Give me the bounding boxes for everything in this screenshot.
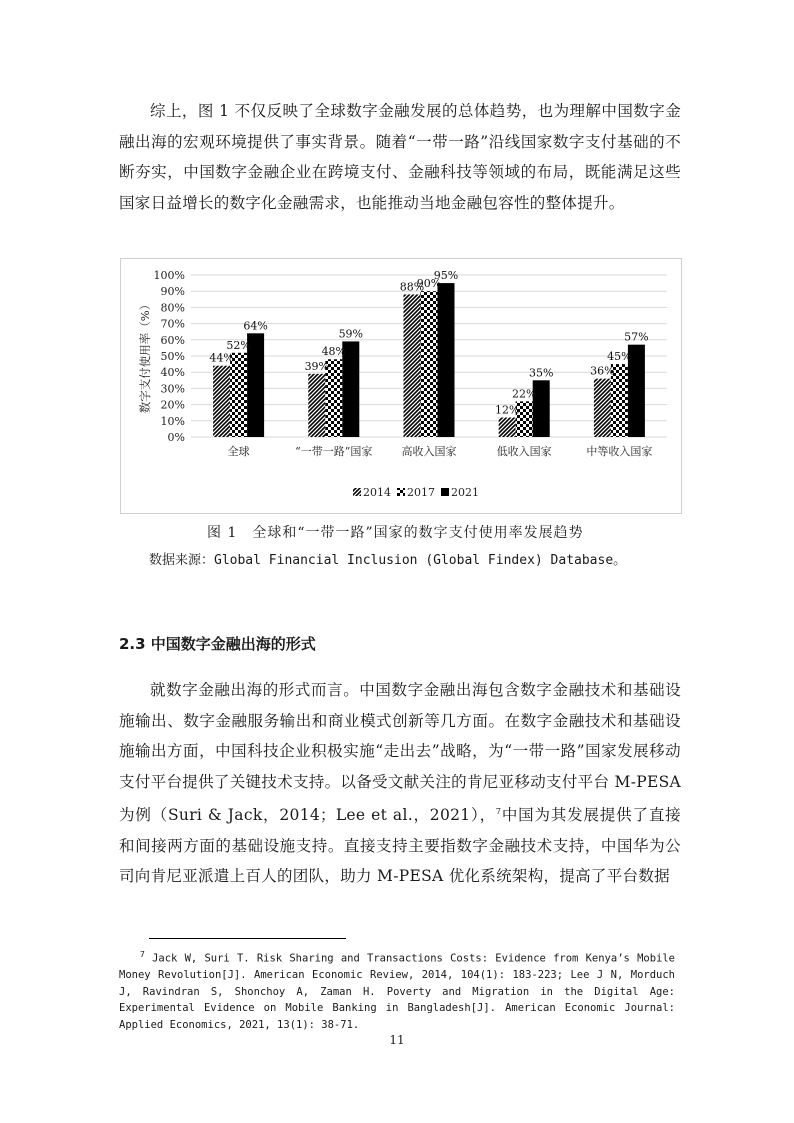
bar-2014 — [404, 294, 421, 437]
footnote-reference[interactable]: 7 — [495, 807, 502, 816]
footnote-divider — [149, 938, 346, 939]
category-label: 全球 — [227, 445, 250, 458]
data-label: 39% — [304, 359, 330, 373]
data-label: 64% — [243, 319, 268, 333]
category-label: 高收入国家 — [401, 445, 457, 458]
legend-swatch-2017 — [397, 488, 405, 496]
legend-swatch-2021 — [441, 488, 449, 496]
bar-2014 — [213, 366, 230, 437]
bar-2017 — [230, 353, 247, 437]
y-tick-label: 0% — [167, 431, 185, 444]
bar-2014 — [308, 374, 325, 437]
intro-paragraph: 综上，图 1 不仅反映了全球数字金融发展的总体趋势，也为理解中国数字金融出海的宏观环境提供了事实背景。随着“一带一路”沿线国家数字支付基础的不断夯实，中国数字金融企业在跨境支付、金融科技等领域的布局，既能满足这些国家日益增长的数字化金融需求，也能推动当地金融包容性的整体提升。 — [119, 102, 681, 212]
category-label: “一带一路”国家 — [295, 445, 373, 458]
data-label: 44% — [209, 351, 234, 365]
y-tick-label: 90% — [160, 285, 185, 299]
y-tick-label: 50% — [160, 350, 185, 363]
y-tick-label: 60% — [160, 333, 185, 347]
bar-2021 — [438, 283, 455, 437]
y-tick-label: 40% — [160, 366, 185, 380]
y-tick-label: 70% — [160, 317, 185, 331]
footnote-marker: 7 — [140, 950, 145, 959]
y-tick-label: 30% — [160, 382, 185, 396]
chart-canvas — [121, 259, 681, 513]
y-tick-label: 20% — [160, 398, 185, 412]
data-label: 45% — [607, 350, 632, 364]
legend-swatch-2014 — [353, 488, 361, 496]
body-paragraph — [119, 675, 681, 892]
data-label: 22% — [511, 387, 537, 401]
y-axis-label: 数字支付使用率（%） — [138, 298, 152, 414]
bar-2014 — [499, 418, 516, 437]
data-source-note: 数据来源：Global Financial Inclusion (Global Findex) Database。 — [149, 553, 627, 568]
y-tick-label: 10% — [160, 414, 185, 428]
category-label: 中等收入国家 — [586, 445, 653, 458]
page-number: 11 — [389, 1033, 405, 1047]
data-label: 48% — [321, 345, 347, 359]
legend-entry: 2014 — [363, 486, 391, 499]
data-label: 59% — [338, 327, 364, 341]
bar-2017 — [421, 291, 438, 437]
data-label: 90% — [416, 277, 442, 291]
data-label: 95% — [433, 269, 459, 283]
category-label: 低收入国家 — [496, 445, 552, 458]
bar-2014 — [594, 379, 611, 437]
figure-caption: 图 1 全球和“一带一路”国家的数字支付使用率发展趋势 — [207, 525, 584, 541]
data-label: 35% — [528, 366, 554, 380]
footnote — [119, 947, 675, 1033]
y-tick-label: 80% — [160, 301, 185, 315]
data-label: 52% — [226, 338, 251, 352]
legend-entry: 2021 — [451, 486, 479, 499]
data-label: 36% — [590, 364, 615, 378]
data-label: 12% — [494, 403, 520, 417]
data-label: 88% — [399, 280, 425, 294]
footnote-text: Jack W, Suri T. Risk Sharing and Transactions Costs: Evidence from Kenya’s Mobile Money Revolution[J]. American Economic Review, 2014, 104(1): 183-223; Lee J N, Morduch J, Ravindran S, Shonchoy A, Zaman H. Poverty and Migration in the Digital Age: Experimental Evidence on Mobile Banking in Bangladesh[J]. American Economic Journal: Applied Economics, 2021, 13(1): 38-71. — [119, 952, 675, 1031]
section-heading: 2.3 中国数字金融出海的形式 — [119, 635, 316, 653]
paragraph-text-part-2: 中国为其发展提供了直接和间接两方面的基础设施支持。直接支持主要指数字金融技术支持，中国华为公司向肯尼亚派遣上百人的团队，助力 M-PESA 优化系统架构，提高了平台数据 — [119, 806, 681, 886]
data-label: 57% — [624, 330, 649, 344]
y-tick-label: 100% — [153, 269, 185, 282]
paragraph-text-part-1: 就数字金融出海的形式而言。中国数字金融出海包含数字金融技术和基础设施输出、数字金融服务输出和商业模式创新等几方面。在数字金融技术和基础设施输出方面，中国科技企业积极实施“走出去”战略，为“一带一路”国家发展移动支付平台提供了关键技术支持。以备受文献关注的肯尼亚移动支付平台 M-PESA 为例（Suri & Jack，2014；Lee et al.，2021）， — [119, 681, 681, 825]
figure-1-chart — [120, 258, 682, 514]
legend-entry: 2017 — [407, 486, 435, 499]
